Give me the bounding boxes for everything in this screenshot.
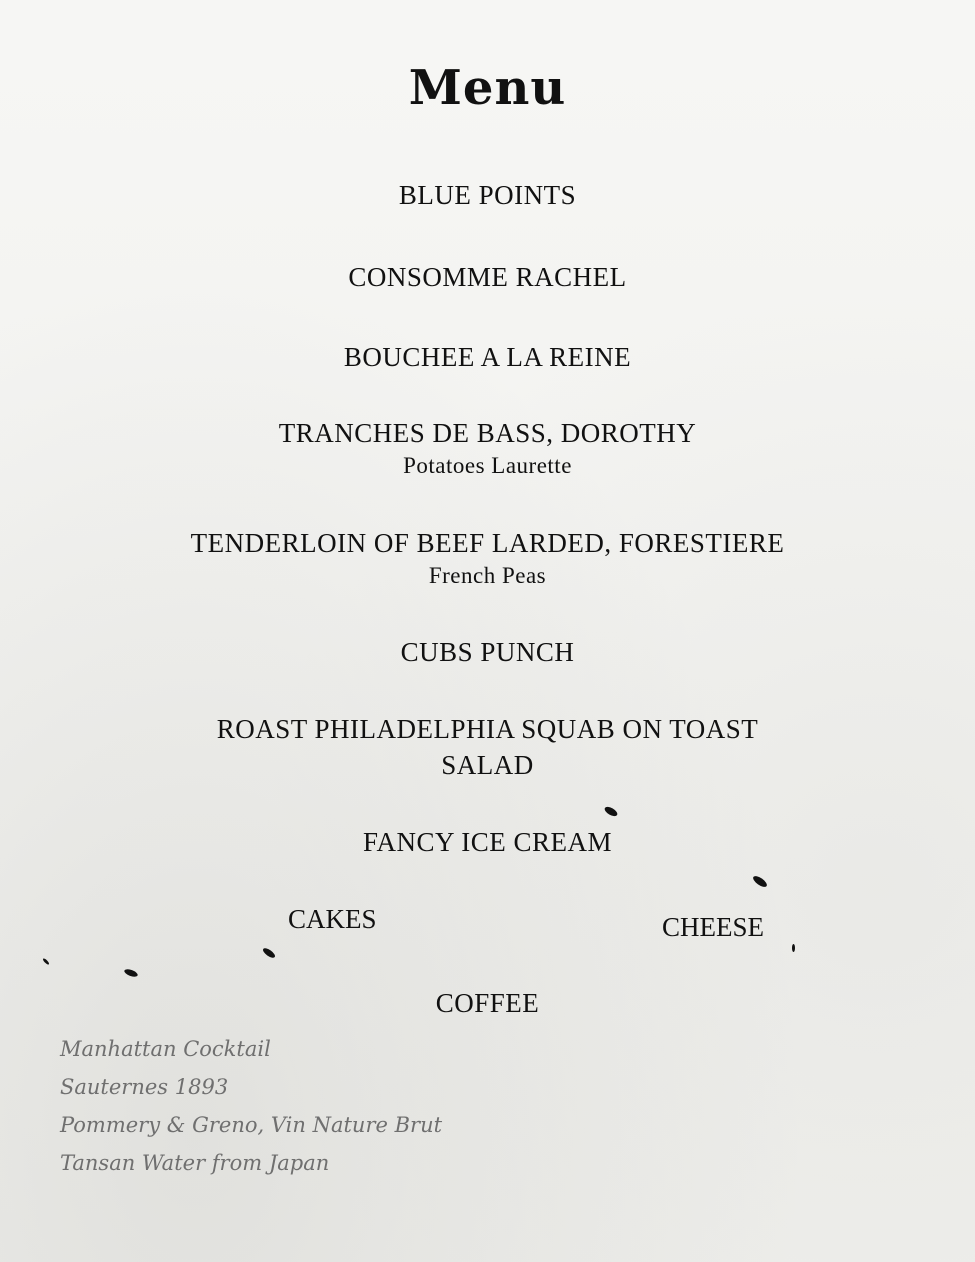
- drink-item: Pommery & Greno, Vin Nature Brut: [60, 1113, 443, 1137]
- course-tenderloin-side: French Peas: [428, 563, 547, 588]
- course-tenderloin: TENDERLOIN OF BEEF LARDED, FORESTIERE: [190, 528, 785, 558]
- course-bouchee: BOUCHEE A LA REINE: [343, 342, 632, 372]
- course-blue-points: BLUE POINTS: [398, 180, 577, 210]
- course-squab: ROAST PHILADELPHIA SQUAB ON TOAST: [216, 714, 759, 744]
- ink-speck: [42, 958, 50, 966]
- course-tranches: TRANCHES DE BASS, DOROTHY: [278, 418, 697, 448]
- drink-item: Manhattan Cocktail: [60, 1037, 271, 1061]
- course-salad: SALAD: [441, 750, 534, 780]
- drinks-list: [60, 1030, 442, 1182]
- ink-speck: [603, 805, 619, 818]
- course-cakes: CAKES: [288, 904, 377, 934]
- ink-speck: [751, 874, 768, 889]
- drink-item: Tansan Water from Japan: [60, 1151, 330, 1175]
- course-tranches-side: Potatoes Laurette: [403, 453, 572, 478]
- drink-item: Sauternes 1893: [60, 1075, 229, 1099]
- course-punch: CUBS PUNCH: [400, 637, 575, 667]
- ink-speck: [792, 944, 795, 952]
- course-coffee: COFFEE: [435, 988, 540, 1018]
- course-consomme: CONSOMME RACHEL: [348, 262, 627, 292]
- menu-title: Menu: [408, 60, 567, 116]
- course-ice-cream: FANCY ICE CREAM: [362, 827, 613, 857]
- ink-speck: [262, 947, 277, 960]
- course-cheese: CHEESE: [662, 912, 765, 942]
- ink-speck: [123, 968, 138, 978]
